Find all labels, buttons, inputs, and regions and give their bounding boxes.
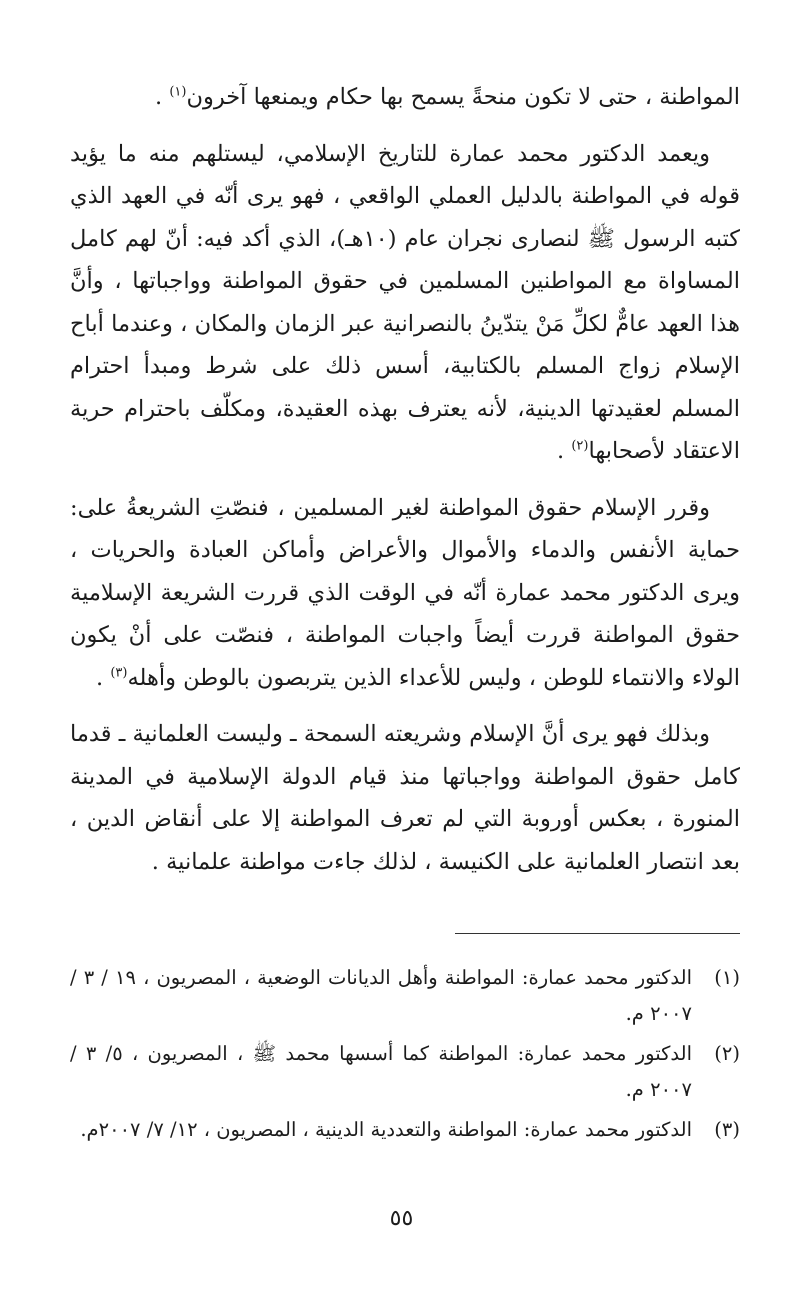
paragraph-1: المواطنة ، حتى لا تكون منحةً يسمح بها حكام ويمنعها آخرون$^{(١)}$ . bbox=[155, 84, 740, 110]
page-number: ٥٥ bbox=[389, 1206, 414, 1231]
footnote-number: (٣) bbox=[714, 1118, 740, 1141]
footnote-text: الدكتور محمد عمارة: المواطنة كما أسسها محمد ﷺ ، المصريون ، ٥/ ٣ /٢٠٠٧ م. bbox=[70, 1042, 692, 1101]
paragraph-2: ويعمد الدكتور محمد عمارة للتاريخ الإسلامي، ليستلهم منه ما يؤيد قوله في المواطنة بالدليل العملي الواقعي ، فهو يرى أنّه في العهد الذي كتبه الرسول ﷺ لنصارى نجران عام (١٠هـ)، الذي أكد فيه: أنّ لهم كامل المساواة مع المواطنين المسلمين في حقوق المواطنة وواجباتها ، وأنَّ هذا العهد عامٌّ لكلِّ مَنْ يتدّينُ بالنصرانية عبر الزمان والمكان ، وعندما أباح الإسلام زواج المسلم بالكتابية، أسس ذلك على شرط ومبدأ احترام المسلم لعقيدتها الدينية، لأنه يعترف بهذه العقيدة، ومكلّف باحترام حرية الاعتقاد لأصحابها$^{(٢)}$ . bbox=[70, 140, 740, 464]
footnote-number: (٢) bbox=[714, 1042, 740, 1065]
footnote-number: (١) bbox=[714, 966, 740, 989]
paragraph-4: وبذلك فهو يرى أنَّ الإسلام وشريعته السمحة ـ وليست العلمانية ـ قدما كامل حقوق المواطنة وواجباتها منذ قيام الدولة الإسلامية في المدينة المنورة ، بعكس أوروبة التي لم تعرف المواطنة إلا على أنقاض الدين ، بعد انتصار العلمانية على الكنيسة ، لذلك جاءت مواطنة علمانية . bbox=[70, 721, 741, 875]
footnote-divider bbox=[455, 933, 740, 934]
footnote-1 bbox=[70, 960, 740, 1032]
footnote-2 bbox=[70, 1036, 740, 1108]
paragraph-3: وقرر الإسلام حقوق المواطنة لغير المسلمين ، فنصّتِ الشريعةُ على: حماية الأنفس والدماء والأموال والأعراض وأماكن العبادة والحريات ، ويرى الدكتور محمد عمارة أنّه في الوقت الذي قررت الشريعة الإسلامية حقوق المواطنة قررت أيضاً واجبات المواطنة ، فنصّت على أنْ يكون الولاء والانتماء للوطن ، وليس للأعداء الذين يتربصون بالوطن وأهله$^{(٣)}$ . bbox=[70, 494, 740, 691]
footnotes bbox=[70, 960, 740, 1152]
footnote-ref-1[interactable]: (١) bbox=[169, 84, 187, 100]
footnote-ref-3[interactable]: (٣) bbox=[110, 665, 128, 680]
footnote-3 bbox=[70, 1112, 740, 1148]
main-text bbox=[70, 76, 740, 883]
footnote-text: الدكتور محمد عمارة: المواطنة والتعددية الدينية ، المصريون ، ١٢/ ٧/ ٢٠٠٧م. bbox=[80, 1118, 692, 1141]
footnote-ref-2[interactable]: (٢) bbox=[571, 438, 589, 454]
footnote-text: الدكتور محمد عمارة: المواطنة وأهل الديانات الوضعية ، المصريون ، ١٩ / ٣ / ٢٠٠٧ م. bbox=[70, 966, 692, 1025]
